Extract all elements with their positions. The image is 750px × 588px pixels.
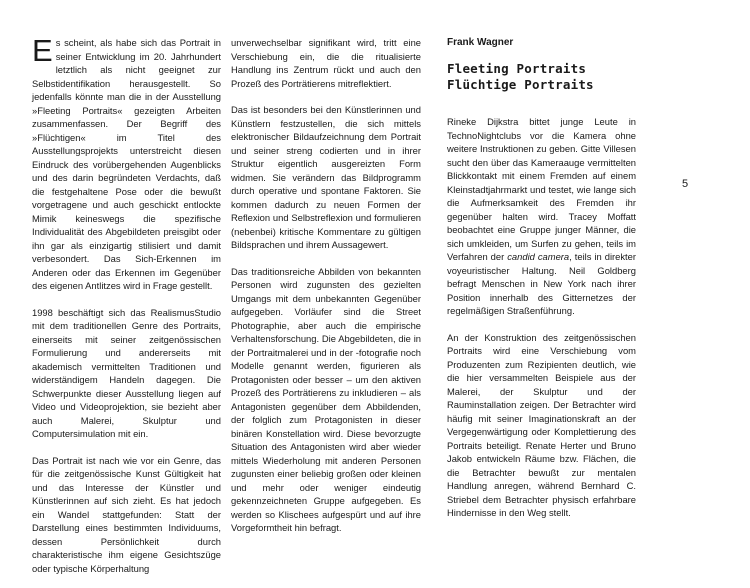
text-column-1 — [32, 33, 221, 588]
author-name: Frank Wagner — [447, 37, 514, 48]
paragraph-electronic: Das ist besonders bei den Künstlerinnen und Künstlern festzustellen, die sich mittels elektronischer Bildaufzeichnung dem Portrait und seiner streng codierten und in ihrer Struktur eigentlich ausgereizten Form widmen. Sie verändern das Bildprogramm durch operative und spontane Faktoren. Sie kommen dadurch zu neuen Formen der Reflexion und Selbstreflexion und formulieren (nebenbei) kritische Kommentare zu gültigen Bildsprachen und ihrem Aussagewert. — [231, 104, 421, 250]
paragraph-construction: An der Konstruktion des zeitgenössischen Portraits wird eine Verschiebung vom Produzenten zum Rezipienten deutlich, wie die hier versammelten Beispiele aus der Malerei, der Skulptur und der Rauminstallation zeigen. Der Betrachter wird häufig mit seiner Imaginationskraft an der Vergegenwärtigung oder Komplettierung des Portraits beteiligt. Renate Herter und Bruno Jakob entwickeln Räume bzw. Flächen, die die Betrachter bewußt zur mentalen Handlung anregen, während Bernhard C. Striebel dem Betrachter physisch erfahrbare Hindernisse in den Weg stellt. — [447, 331, 636, 518]
text-column-2 — [231, 36, 421, 548]
paragraph-artists-a: Rineke Dijkstra bittet junge Leute in TechnoNightclubs vor die Kamera ohne weitere Instruktionen zu geben. Gitte Villesen sucht den über das Kameraauge vermittelten Blickkontakt mit einem Fremden auf einem Kleinstadtjahrmarkt und testet, wie lange sich die Aufmerksamkeit des Fremden ihr gegenüber halten wird. Tracey Moffatt beobachtet eine Gruppe junger Männer, die sich umkleiden, um Surfen zu gehen, teils im Verfahren der — [447, 116, 636, 262]
paragraph-artists — [447, 115, 636, 318]
drop-cap: E — [32, 33, 53, 68]
article-title — [447, 61, 636, 93]
paragraph-intro-text: s scheint, als habe sich das Portrait in seiner Entwicklung im 20. Jahrhundert letztlich als nicht geeignet zur Selbstidentifikation herausgestellt. So jedenfalls könnte man die in der Ausstellung »Fleeting Portraits« gezeigten Arbeiten zusammenfassen. Der Begriff des »Flüchtigen« im Titel des Ausstellungsprojekts unterstreicht diesen Eindruck des vorübergehenden Augenblicks und des darin begründeten Verdachts, daß die festgehaltene Pose oder die bewußt vorgetragene und auch geschickt entlockte Mimik keineswegs die spezifische Individualität des Abgebildeten preisgibt oder ihn gar als einzigartig stilisiert und damit verbesondert. Das Sich-Erkennen im Anderen oder das Erkennen im Gegenüber des eigenen Antlitzes wird in Frage gestellt. — [32, 37, 221, 291]
paragraph-tradition: Das traditionsreiche Abbilden von bekannten Personen wird zugunsten des gezielten Umgangs mit dem unbekannten Gegenüber aufgegeben. Vorläufer sind die Street Photographie, aber auch die empirische Verhaltensforschung. Die Abgebildeten, die in der Portraitmalerei und in der -fotografie noch Modelle genannt werden, figurieren als Protagonisten oder besser – um den aktiven Prozeß des Porträtierens zu inkludieren – als Antagonisten gegenüber dem Abbildenden, der folglich zum Protagonisten in dieser binären Konstellation wird. Diese bevorzugte Situation des Antagonisten wird aber wieder mittels Wiederholung mit anderen Personen zugunsten einer beliebig großen oder kleinen und mehr oder weniger eindeutig gekennzeichneten Gruppe aufgegeben. Es werden so Klischees aufgespürt und auf ihre Vorgeformtheit hin befragt. — [231, 265, 421, 533]
title-german: Flüchtige Portraits — [447, 77, 594, 92]
paragraph-genre: Das Portrait ist nach wie vor ein Genre, das für die zeitgenössische Kunst Gültigkeit hat und das Interesse der Künstler und Künstlerinnen auf sich zieht. Es hat jedoch ein Wandel stattgefunden: Statt der Darstellung eines bestimmten Individuums, dessen Persönlichkeit durch charakteristische ihm eigene Gesichtszüge oder typische Körperhaltung — [32, 454, 221, 574]
paragraph-intro — [32, 33, 221, 293]
paragraph-1998: 1998 beschäftigt sich das RealismusStudio mit dem traditionellen Genre des Portraits, einerseits mit seiner zeitgenössischen Formulierung und andererseits mit akademisch vermittelten Traditionen und widerständigem Handeln dagegen. Die Schwerpunkte dieser Ausstellung liegen auf Video und Videoprojektion, sie bezieht aber auch Malerei, Skulptur und Computersimulation mit ein. — [32, 306, 221, 439]
title-english: Fleeting Portraits — [447, 61, 587, 76]
paragraph-artists-em: candid camera — [507, 251, 570, 262]
page-number: 5 — [682, 178, 689, 190]
paragraph-artists-b: , teils in direkter voyeuristischer Haltung. Neil Goldberg befragt Menschen in New York nach ihrer Position innerhalb des Gitternetzes der regelmäßigen Straßenführung. — [447, 251, 636, 316]
paragraph-shift: unverwechselbar signifikant wird, tritt eine Verschiebung ein, die die ritualisierte Handlung ins Zentrum rückt und auch den Prozeß des Porträtierens mitreflektiert. — [231, 37, 421, 89]
text-column-3 — [447, 36, 636, 533]
